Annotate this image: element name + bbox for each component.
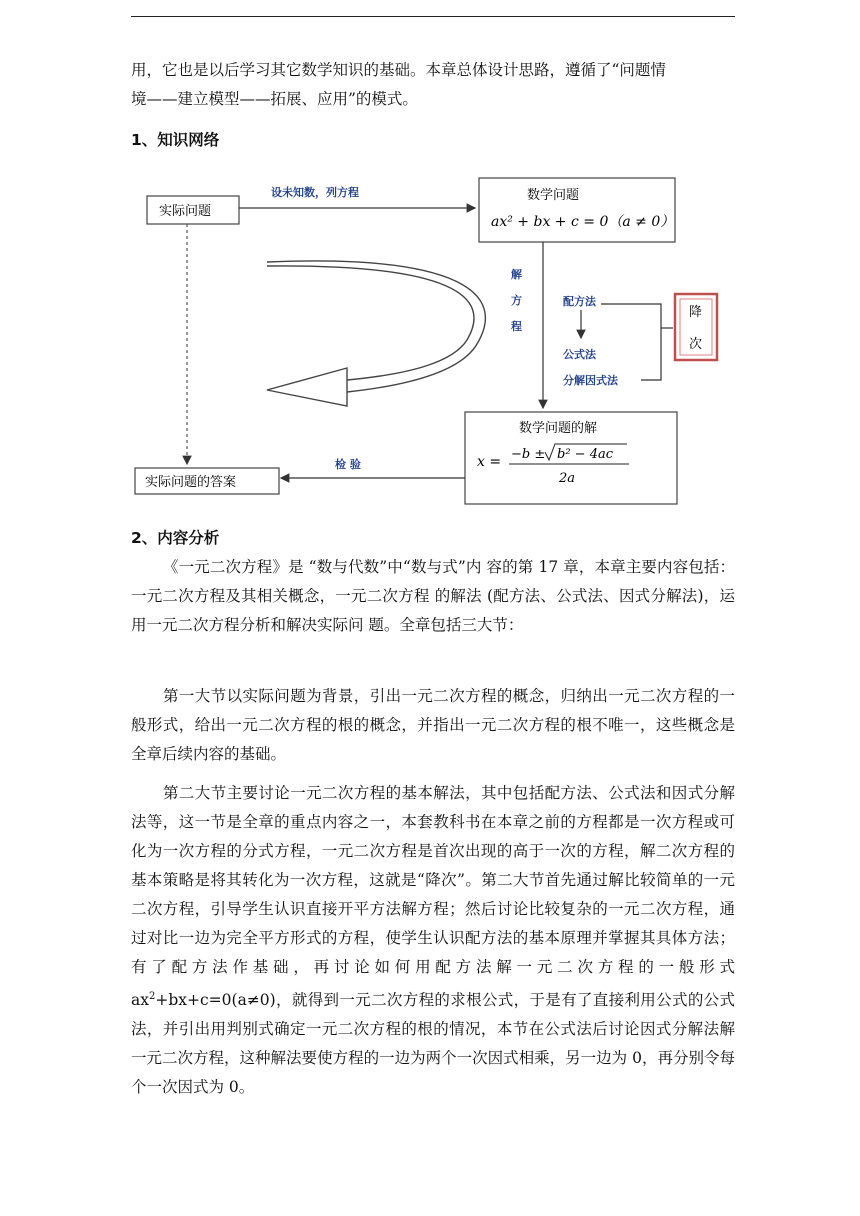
- p3-part-2: +bx+c=0(a≠0)，就得到一元二次方程的求根公式，于是有了直接利用公式的公式法，并引出用判别式确定一元二次方程的根的情况，本节在公式法后讨论因式分解法解一元二次方程，这种解法要使方程的一边为两个一次因式相乘，另一边为 0，再分别令每个一次因式为 0。: [131, 991, 735, 1097]
- real-problem-label: 实际问题: [159, 204, 212, 219]
- reduce-char-1: 降: [689, 305, 703, 320]
- curve-arrowhead: [267, 368, 347, 406]
- solve-char-2: 方: [511, 294, 522, 307]
- section-1-heading: 1、知识网络: [131, 131, 220, 149]
- solve-char-1: 解: [511, 268, 522, 281]
- method-factoring: 分解因式法: [563, 374, 618, 387]
- formula-lhs: x =: [477, 454, 502, 470]
- curve-inner: [267, 266, 474, 380]
- verify-label: 检 验: [335, 458, 361, 471]
- intro-paragraph: [131, 56, 735, 114]
- solve-char-3: 程: [511, 320, 522, 333]
- intro-line-2: 境——建立模型——拓展、应用”的模式。: [131, 90, 418, 108]
- section-2-heading: 2、内容分析: [131, 529, 220, 547]
- p3-superscript: 2: [148, 991, 156, 1002]
- header-rule: [131, 16, 735, 17]
- knowledge-network-diagram: [131, 168, 735, 510]
- reduce-char-2: 次: [689, 337, 703, 352]
- formula-radicand: b² − 4ac: [557, 447, 613, 462]
- content-paragraph-3: [131, 779, 735, 1102]
- math-equation: ax² + bx + c = 0（a ≠ 0）: [491, 214, 675, 230]
- intro-line-1: 用，它也是以后学习其它数学知识的基础。本章总体设计思路，遵循了“问题情: [131, 61, 666, 79]
- formula-numerator-prefix: −b ±: [511, 447, 546, 462]
- content-paragraph-1: 《一元二次方程》是 “数与代数”中“数与式”内 容的第 17 章，本章主要内容包括：一元二次方程及其相关概念，一元二次方程 的解法 (配方法、公式法、因式分解法)，运用一元二次方程分析和解决实际问 题。全章包括三大节：: [131, 558, 735, 634]
- method-completing-square: 配方法: [563, 295, 596, 308]
- method-formula: 公式法: [563, 348, 596, 361]
- math-problem-label: 数学问题: [527, 188, 580, 203]
- formula-denominator: 2a: [559, 471, 576, 486]
- method-bracket: [601, 304, 661, 380]
- set-unknown-label: 设未知数，列方程: [271, 186, 359, 199]
- curve-outer: [267, 261, 485, 392]
- math-solution-label: 数学问题的解: [519, 421, 598, 436]
- content-paragraph-2: 第一大节以实际问题为背景，引出一元二次方程的概念，归纳出一元二次方程的一般形式，给出一元二次方程的根的概念，并指出一元二次方程的根不唯一，这些概念是全章后续内容的基础。: [131, 687, 735, 763]
- real-answer-label: 实际问题的答案: [145, 475, 237, 490]
- p3-part-1: 第二大节主要讨论一元二次方程的基本解法，其中包括配方法、公式法和因式分解法等，这一节是全章的重点内容之一，本套教科书在本章之前的方程都是一次方程或可化为一次方程的分式方程，一元二次方程是首次出现的高于一次的方程，解二次方程的基本策略是将其转化为一次方程，这就是“降次”。第二大节首先通过解比较简单的一元二次方程，引导学生认识直接开平方法解方程；然后讨论比较复杂的一元二次方程，通过对比一边为完全平方形式的方程，使学生认识配方法的基本原理并掌握其具体方法；有了配方法作基础，再讨论如何用配方法解一元二次方程的一般形式 ax: [131, 784, 735, 1010]
